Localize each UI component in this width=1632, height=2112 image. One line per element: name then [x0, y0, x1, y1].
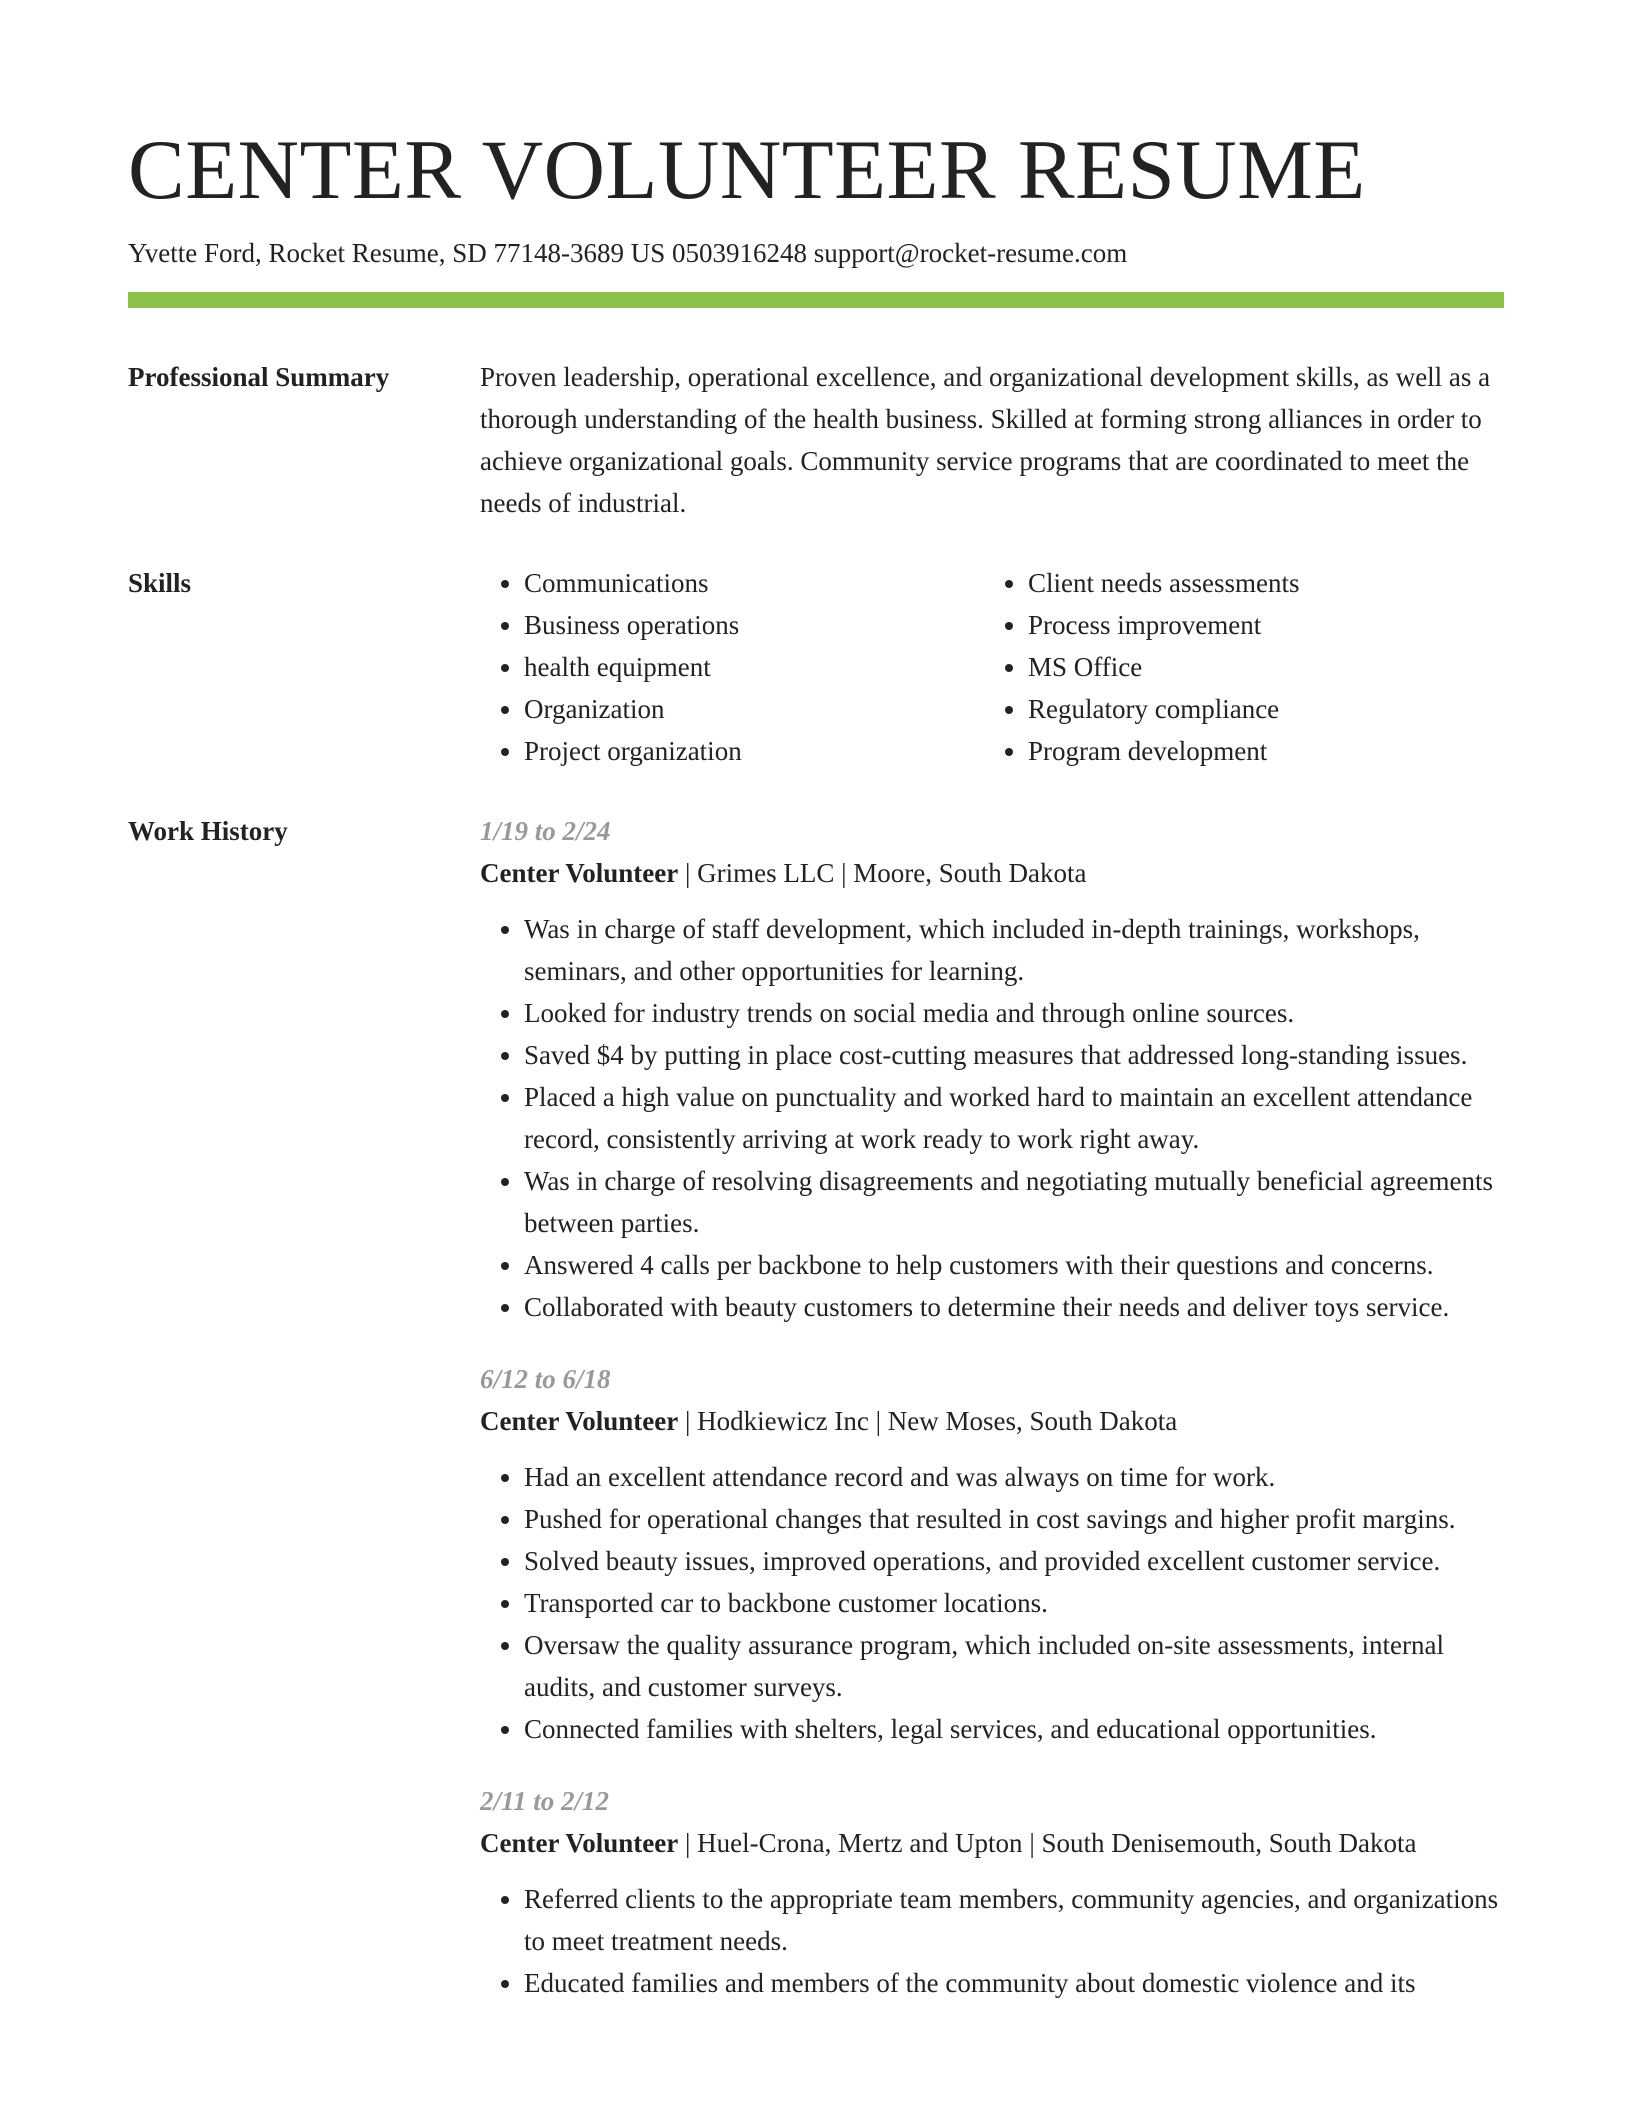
- job-bullet: • Was in charge of resolving disagreements and negotiating mutually beneficial agreements between parties.: [524, 1160, 1504, 1244]
- job-bullet: • Educated families and members of the community about domestic violence and its: [524, 1962, 1504, 2004]
- skills-list-right: [984, 562, 1488, 772]
- job-location: New Moses, South Dakota: [887, 1406, 1178, 1436]
- job-company: Hodkiewicz Inc: [697, 1406, 869, 1436]
- job-role: Center Volunteer: [480, 1406, 679, 1436]
- section-label-work-history: Work History: [128, 816, 288, 846]
- summary-body: [480, 356, 1504, 524]
- skill-item: • Client needs assessments: [1028, 562, 1488, 604]
- job-role: Center Volunteer: [480, 1828, 679, 1858]
- job-bullet: • Connected families with shelters, legal services, and educational opportunities.: [524, 1708, 1504, 1750]
- skills-section: [128, 562, 1504, 772]
- job-bullet: • Looked for industry trends on social media and through online sources.: [524, 992, 1504, 1034]
- resume-title: CENTER VOLUNTEER RESUME: [128, 123, 1366, 217]
- job-bullet: • Pushed for operational changes that resulted in cost savings and higher profit margins.: [524, 1498, 1504, 1540]
- resume-page: [128, 0, 1504, 2034]
- job-bullet: • Had an excellent attendance record and was always on time for work.: [524, 1456, 1504, 1498]
- section-label-summary: Professional Summary: [128, 362, 390, 392]
- job-bullet: • Transported car to backbone customer locations.: [524, 1582, 1504, 1624]
- skill-item: • Communications: [524, 562, 984, 604]
- separator: |: [1022, 1828, 1042, 1858]
- job-bullet: • Referred clients to the appropriate team members, community agencies, and organizations to meet treatment needs.: [524, 1878, 1504, 1962]
- skill-item: • Regulatory compliance: [1028, 688, 1488, 730]
- skill-item: • Program development: [1028, 730, 1488, 772]
- skill-item: • Project organization: [524, 730, 984, 772]
- job-bullet: • Solved beauty issues, improved operations, and provided excellent customer service.: [524, 1540, 1504, 1582]
- work-history-section: [128, 810, 1504, 2034]
- job-location: Moore, South Dakota: [853, 858, 1087, 888]
- professional-summary-section: [128, 356, 1504, 524]
- job-bullet: • Placed a high value on punctuality and worked hard to maintain an excellent attendance record, consistently arriving at work ready to work right away.: [524, 1076, 1504, 1160]
- skills-body: [480, 562, 1504, 772]
- job-role: Center Volunteer: [480, 858, 679, 888]
- job-entry: [480, 1780, 1504, 2004]
- job-company: Huel-Crona, Mertz and Upton: [697, 1828, 1023, 1858]
- job-title-line: [480, 1400, 1504, 1442]
- job-bullet: • Saved $4 by putting in place cost-cutting measures that addressed long-standing issues.: [524, 1034, 1504, 1076]
- job-bullet: • Collaborated with beauty customers to determine their needs and deliver toys service.: [524, 1286, 1504, 1328]
- skills-list-left: [480, 562, 984, 772]
- accent-divider: [128, 292, 1504, 308]
- job-bullets: [480, 908, 1504, 1328]
- job-date: 2/11 to 2/12: [480, 1786, 610, 1816]
- section-label-skills: Skills: [128, 568, 192, 598]
- job-date: 6/12 to 6/18: [480, 1364, 611, 1394]
- separator: |: [678, 1406, 698, 1436]
- separator: |: [678, 1828, 698, 1858]
- job-bullets: [480, 1878, 1504, 2004]
- separator: |: [678, 858, 698, 888]
- separator: |: [834, 858, 854, 888]
- job-title-line: [480, 852, 1504, 894]
- job-company: Grimes LLC: [697, 858, 835, 888]
- skill-item: • health equipment: [524, 646, 984, 688]
- job-location: South Denisemouth, South Dakota: [1041, 1828, 1417, 1858]
- job-entry: [480, 1358, 1504, 1750]
- skill-item: • MS Office: [1028, 646, 1488, 688]
- summary-text: Proven leadership, operational excellence, and organizational development skills, as well as a thorough understanding of the health business. Skilled at forming strong alliances in order to achieve organizational goals. Community service programs that are coordinated to meet the needs of industrial.: [480, 362, 1491, 518]
- job-bullets: [480, 1456, 1504, 1750]
- skill-item: • Process improvement: [1028, 604, 1488, 646]
- job-title-line: [480, 1822, 1504, 1864]
- job-bullet: • Was in charge of staff development, which included in-depth trainings, workshops, seminars, and other opportunities for learning.: [524, 908, 1504, 992]
- job-bullet: • Oversaw the quality assurance program, which included on-site assessments, internal audits, and customer surveys.: [524, 1624, 1504, 1708]
- skill-item: • Business operations: [524, 604, 984, 646]
- job-bullet: • Answered 4 calls per backbone to help customers with their questions and concerns.: [524, 1244, 1504, 1286]
- job-entry: [480, 810, 1504, 1328]
- job-date: 1/19 to 2/24: [480, 816, 611, 846]
- skill-item: • Organization: [524, 688, 984, 730]
- separator: |: [868, 1406, 888, 1436]
- work-history-body: [480, 810, 1504, 2034]
- contact-line: Yvette Ford, Rocket Resume, SD 77148-3689 US 0503916248 support@rocket-resume.com: [128, 238, 1128, 268]
